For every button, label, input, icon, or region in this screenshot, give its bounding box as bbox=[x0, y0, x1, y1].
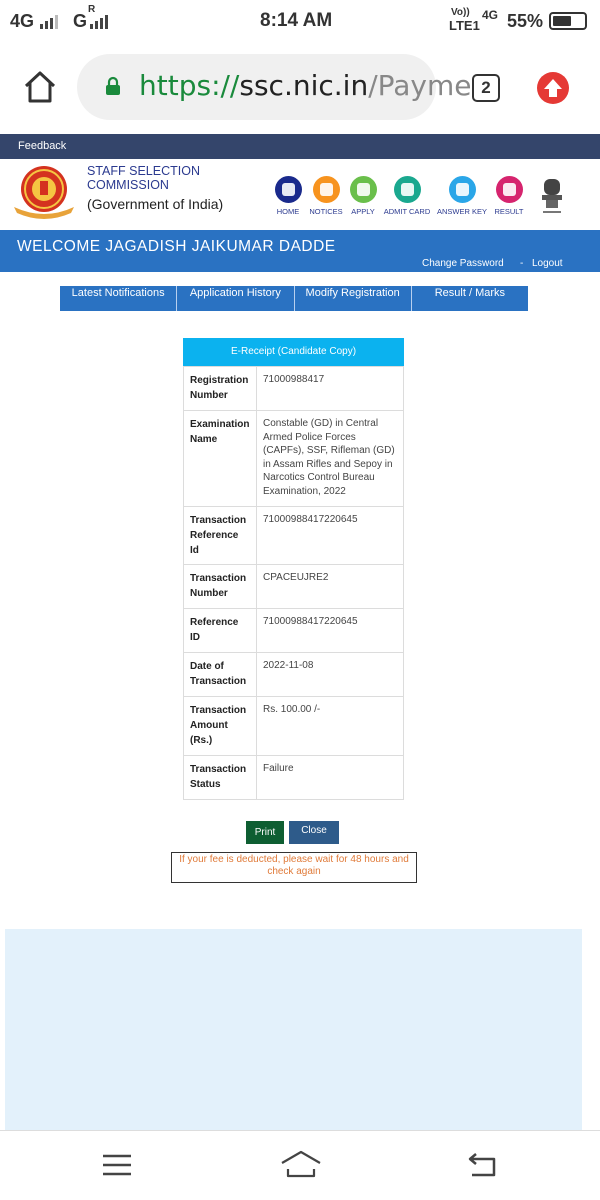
feedback-bar bbox=[0, 134, 600, 159]
nav-notices-label: NOTICES bbox=[309, 207, 343, 216]
nav-result[interactable] bbox=[493, 176, 525, 216]
apply-icon bbox=[350, 176, 377, 203]
table-row bbox=[184, 697, 404, 756]
nav-home-label: HOME bbox=[276, 207, 300, 216]
national-emblem-icon bbox=[538, 175, 566, 217]
signal-strength-icon bbox=[40, 13, 58, 29]
table-row bbox=[184, 565, 404, 609]
answer-key-icon bbox=[449, 176, 476, 203]
address-bar[interactable] bbox=[77, 54, 472, 120]
browser-toolbar bbox=[0, 42, 600, 134]
signal-strength-2-icon bbox=[90, 13, 108, 29]
url-path: /Payme bbox=[368, 69, 472, 102]
nav-admit-card-label: ADMIT CARD bbox=[383, 207, 431, 216]
nav-answer-key-label: ANSWER KEY bbox=[437, 207, 488, 216]
nav-home[interactable] bbox=[274, 176, 302, 216]
row-value: 2022-11-08 bbox=[257, 653, 404, 697]
menu-application-history[interactable]: Application History bbox=[177, 286, 294, 311]
welcome-message: WELCOME JAGADISH JAIKUMAR DADDE bbox=[17, 238, 336, 255]
org-name-line2: COMMISSION bbox=[87, 178, 169, 192]
change-password-link[interactable]: Change Password bbox=[422, 258, 504, 269]
network-type-label: 4G bbox=[10, 11, 35, 31]
ad-banner-area bbox=[5, 929, 582, 1130]
row-label: Reference ID bbox=[184, 609, 257, 653]
url-host: ssc.nic.in bbox=[239, 69, 369, 102]
table-row bbox=[184, 653, 404, 697]
back-icon[interactable] bbox=[466, 1151, 498, 1179]
nav-notices[interactable] bbox=[309, 176, 343, 216]
menu-result-marks[interactable]: Result / Marks bbox=[434, 287, 506, 299]
fee-deduction-notice: If your fee is deducted, please wait for 48 hours and check again bbox=[171, 852, 417, 883]
lock-icon bbox=[105, 76, 121, 96]
row-value: Constable (GD) in Central Armed Police Forces (CAPFs), SSF, Rifleman (GD) in Assam Rifles and Sepoy in Narcotics Control Bureau Examination, 2022 bbox=[257, 411, 404, 507]
network-4g-label: 4G bbox=[482, 8, 499, 22]
update-button[interactable] bbox=[537, 72, 569, 104]
row-value: Rs. 100.00 /- bbox=[257, 697, 404, 756]
table-row bbox=[184, 411, 404, 507]
system-navigation-bar bbox=[0, 1130, 600, 1200]
table-row bbox=[184, 367, 404, 411]
battery-icon bbox=[549, 12, 587, 30]
menu-latest-notifications[interactable]: Latest Notifications bbox=[60, 286, 177, 311]
nav-result-label: RESULT bbox=[494, 207, 524, 216]
table-row bbox=[184, 609, 404, 653]
roaming-label: R bbox=[88, 4, 96, 15]
lte-label: LTE1 bbox=[449, 18, 480, 33]
clock-time: 8:14 AM bbox=[260, 10, 333, 31]
home-icon[interactable] bbox=[23, 70, 57, 104]
url-scheme: https:// bbox=[139, 69, 240, 102]
row-value: 71000988417220645 bbox=[257, 609, 404, 653]
row-label: Transaction Amount (Rs.) bbox=[184, 697, 257, 756]
row-label: Transaction Number bbox=[184, 565, 257, 609]
row-label: Date of Transaction bbox=[184, 653, 257, 697]
ssc-logo-icon[interactable] bbox=[11, 163, 77, 219]
site-header bbox=[0, 159, 600, 230]
battery-percent: 55% bbox=[507, 11, 544, 31]
row-label: Transaction Status bbox=[184, 756, 257, 800]
row-label: Registration Number bbox=[184, 367, 257, 411]
nav-admit-card[interactable] bbox=[383, 176, 431, 216]
feedback-link[interactable]: Feedback bbox=[18, 140, 67, 152]
home-nav-button-icon[interactable] bbox=[280, 1149, 322, 1179]
row-value: Failure bbox=[257, 756, 404, 800]
admit-card-icon bbox=[394, 176, 421, 203]
volte-label: Vo)) bbox=[451, 7, 470, 18]
menu-icon[interactable] bbox=[102, 1153, 132, 1177]
menu-modify-registration[interactable]: Modify Registration bbox=[295, 286, 412, 311]
welcome-bar bbox=[0, 230, 600, 272]
close-button[interactable]: Close bbox=[289, 821, 339, 844]
network-g-label: G bbox=[73, 11, 88, 31]
print-button[interactable]: Print bbox=[246, 821, 284, 844]
row-value: CPACEUJRE2 bbox=[257, 565, 404, 609]
row-value: 71000988417220645 bbox=[257, 507, 404, 565]
receipt-table bbox=[183, 366, 404, 800]
main-menu bbox=[60, 286, 528, 311]
link-separator: - bbox=[520, 258, 524, 269]
status-bar bbox=[0, 0, 600, 42]
nav-apply[interactable] bbox=[349, 176, 377, 216]
url-text bbox=[139, 69, 472, 102]
home-nav-icon bbox=[275, 176, 302, 203]
logout-link[interactable]: Logout bbox=[532, 258, 563, 269]
receipt-title: E-Receipt (Candidate Copy) bbox=[183, 338, 404, 366]
row-label: Transaction Reference Id bbox=[184, 507, 257, 565]
row-value: 71000988417 bbox=[257, 367, 404, 411]
org-subtitle: (Government of India) bbox=[87, 196, 224, 212]
table-row bbox=[184, 756, 404, 800]
nav-answer-key[interactable] bbox=[437, 176, 487, 216]
tab-switcher-button[interactable]: 2 bbox=[472, 74, 500, 102]
nav-apply-label: APPLY bbox=[351, 207, 375, 216]
result-icon bbox=[496, 176, 523, 203]
org-name-line1: STAFF SELECTION bbox=[87, 164, 200, 178]
notices-icon bbox=[313, 176, 340, 203]
arrow-up-icon bbox=[537, 72, 569, 104]
table-row bbox=[184, 507, 404, 565]
row-label: Examination Name bbox=[184, 411, 257, 507]
